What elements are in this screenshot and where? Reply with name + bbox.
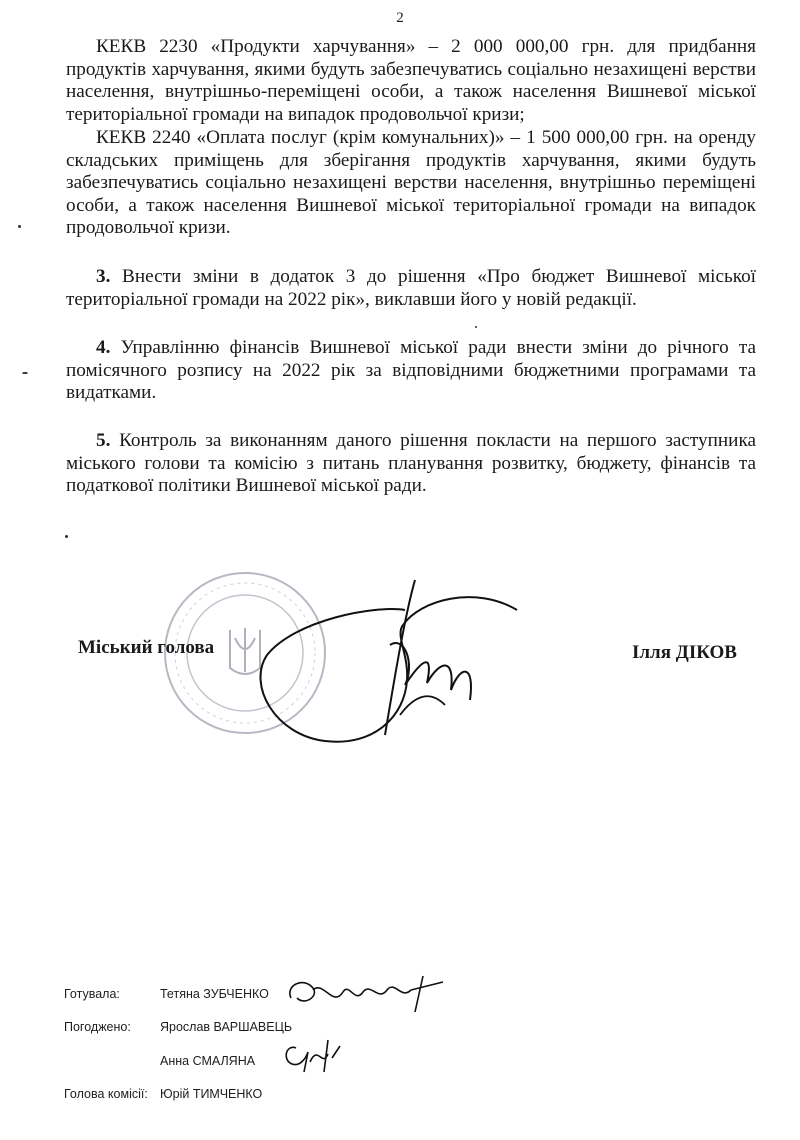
prepared-label: Готувала:	[64, 987, 120, 1001]
scan-speck	[18, 225, 21, 228]
item-number: 3.	[96, 266, 111, 287]
agreed-label: Погоджено:	[64, 1020, 131, 1034]
item-number: 4.	[96, 337, 111, 358]
item-text: Контроль за виконанням даного рішення покласти на першого заступника міського голови та комісію з питань планування розвитку, бюджету, фінансів та податкової політики Вишневої міської ради.	[66, 430, 757, 497]
commission-name: Юрій ТИМЧЕНКО	[160, 1087, 263, 1101]
page-number: 2	[396, 10, 404, 26]
paragraph-item-3	[66, 266, 756, 311]
handwritten-signature	[255, 565, 525, 755]
item-text: Внести зміни в додаток 3 до рішення «Про бюджет Вишневої міської територіальної громади на 2022 рік», виклавши його у новій редакції.	[66, 266, 757, 310]
handwritten-signature	[278, 1034, 348, 1076]
commission-label: Голова комісії:	[64, 1087, 148, 1101]
signature-name: Ілля ДІКОВ	[632, 642, 737, 663]
agreed-name-1: Ярослав ВАРШАВЕЦЬ	[160, 1020, 293, 1034]
item-number: 5.	[96, 430, 111, 451]
scan-speck	[65, 535, 68, 538]
handwritten-signature	[283, 968, 453, 1018]
agreed-name-2: Анна СМАЛЯНА	[160, 1054, 256, 1068]
prepared-name: Тетяна ЗУБЧЕНКО	[160, 987, 269, 1001]
scan-speck	[22, 372, 28, 374]
paragraph-item-4	[66, 337, 756, 405]
paragraph-kekv-2240: КЕКВ 2240 «Оплата послуг (крім комунальних)» – 1 500 000,00 грн. на оренду складських приміщень для зберігання продуктів харчування, якими будуть забезпечуватись соціально незахищені верстви населення, внутрішньо переміщені особи, а також населення Вишневої міської територіальної громади на випадок продовольчої кризи.	[66, 127, 756, 239]
signature-title: Міський голова	[78, 637, 215, 658]
paragraph-item-5	[66, 430, 756, 498]
paragraph-kekv-2230: КЕКВ 2230 «Продукти харчування» – 2 000 000,00 грн. для придбання продуктів харчування, якими будуть забезпечуватись соціально незахищені верстви населення, внутрішньо-переміщені особи, а також населення Вишневої міської територіальної громади на випадок продовольчої кризи;	[66, 36, 756, 125]
item-text: Управлінню фінансів Вишневої міської ради внести зміни до річного та помісячного розпису на 2022 рік за відповідними бюджетними програмами та видатками.	[66, 337, 757, 404]
scan-speck	[475, 326, 477, 328]
